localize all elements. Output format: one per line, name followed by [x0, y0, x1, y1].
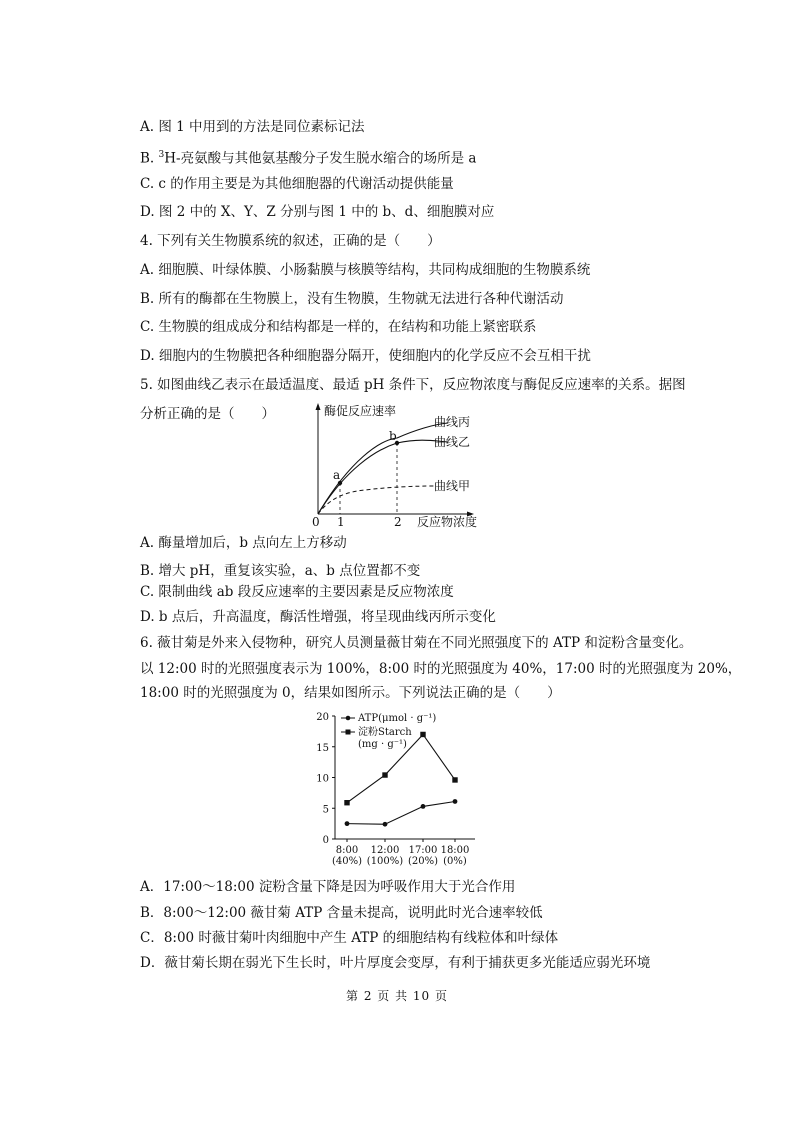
- q4-option-d: D. 细胞内的生物膜把各种细胞器分隔开，使细胞内的化学反应不会互相干扰: [140, 348, 591, 364]
- y-axis-arrow: [316, 403, 321, 410]
- q3-option-b-prefix: B.: [140, 150, 159, 167]
- atp-point: [421, 804, 426, 809]
- q5-option-c: C. 限制曲线 ab 段反应速率的主要因素是反应物浓度: [140, 584, 454, 600]
- q5-stem-line2: 分析正确的是（ ）: [140, 406, 275, 422]
- q4-option-a: A. 细胞膜、叶绿体膜、小肠黏膜与核膜等结构，共同构成细胞的生物膜系统: [140, 262, 591, 278]
- q6-stem-line1: 6. 薇甘菊是外来入侵物种，研究人员测量薇甘菊在不同光照强度下的 ATP 和淀粉含量变化。: [140, 635, 693, 651]
- y-tick-label: 15: [316, 742, 329, 754]
- q6-option-c: C．8:00 时薇甘菊叶肉细胞中产生 ATP 的细胞结构有线粒体和叶绿体: [140, 930, 559, 946]
- x-tick-label: 12:00: [370, 845, 400, 856]
- point-a-label: a: [333, 468, 341, 482]
- q6-option-a: A．17:00～18:00 淀粉含量下降是因为呼吸作用大于光合作用: [140, 879, 516, 895]
- starch-point: [420, 732, 425, 737]
- q4-stem: 4. 下列有关生物膜系统的叙述，正确的是（ ）: [140, 233, 441, 249]
- x-axis-label: 反应物浓度: [417, 515, 478, 529]
- curve-jia-label: 曲线甲: [434, 479, 471, 493]
- x-tick-label: 18:00: [440, 845, 470, 856]
- q5-option-b: B. 增大 pH，重复该实验，a、b 点位置都不变: [140, 563, 421, 579]
- series-atp-line: [347, 801, 455, 824]
- x-tick-1: 1: [337, 515, 345, 529]
- legend-starch-label: 淀粉Starch: [358, 727, 412, 738]
- page-footer: 第 2 页 共 10 页: [346, 989, 448, 1003]
- origin-label: 0: [312, 515, 320, 529]
- legend-atp-marker: [346, 716, 351, 721]
- atp-point: [345, 821, 350, 826]
- q6-stem-line2: 以 12:00 时的光照强度表示为 100%，8:00 时的光照强度为 40%，17:00 时的光照强度为 20%，: [140, 661, 742, 677]
- q3-option-d: D. 图 2 中的 X、Y、Z 分别与图 1 中的 b、d、细胞膜对应: [140, 204, 495, 220]
- q4-option-b: B. 所有的酶都在生物膜上，没有生物膜，生物就无法进行各种代谢活动: [140, 291, 564, 307]
- starch-point: [382, 772, 387, 777]
- q3-option-a: A. 图 1 中用到的方法是同位素标记法: [140, 119, 365, 135]
- x-tick-sublabel: (20%): [407, 856, 439, 866]
- q5-stem-line1: 5. 如图曲线乙表示在最适温度、最适 pH 条件下，反应物浓度与酶促反应速率的关系。据图: [140, 377, 686, 393]
- curve-jia: [318, 486, 435, 514]
- q4-option-c: C. 生物膜的组成成分和结构都是一样的，在结构和功能上紧密联系: [140, 319, 537, 335]
- y-axis-label: 酶促反应速率: [324, 404, 397, 418]
- y-tick-label: 20: [316, 712, 329, 723]
- atp-point: [383, 822, 388, 827]
- q6-stem-line3: 18:00 时的光照强度为 0，结果如图所示。下列说法正确的是（ ）: [140, 685, 561, 701]
- legend-starch-marker: [346, 730, 351, 735]
- q6-option-d: D．薇甘菊长期在弱光下生长时，叶片厚度会变厚，有利于捕获更多光能适应弱光环境: [140, 955, 651, 971]
- y-tick-label: 0: [322, 835, 329, 846]
- point-b-label: b: [389, 429, 397, 443]
- x-tick-label: 17:00: [408, 845, 438, 856]
- atp-point: [453, 799, 458, 804]
- enzyme-rate-chart: [300, 400, 500, 530]
- q6-option-b: B．8:00～12:00 薇甘菊 ATP 含量未提高，说明此时光合速率较低: [140, 905, 543, 921]
- q3-option-b: [140, 146, 476, 168]
- atp-starch-chart: [305, 706, 485, 866]
- q3-option-c: C. c 的作用主要是为其他细胞器的代谢活动提供能量: [140, 176, 454, 192]
- curve-yi-label: 曲线乙: [434, 435, 471, 449]
- legend-atp-label: ATP(μmol · g⁻¹): [358, 713, 437, 724]
- x-tick-sublabel: (100%): [366, 856, 404, 866]
- legend-starch-unit: (mg · g⁻¹): [358, 739, 407, 750]
- q3-option-b-superscript: 3: [158, 150, 165, 160]
- x-tick-sublabel: (0%): [443, 856, 467, 866]
- curve-bing-label: 曲线丙: [434, 415, 471, 429]
- q3-option-b-text: H-亮氨酸与其他氨基酸分子发生脱水缩合的场所是 a: [164, 150, 477, 167]
- q5-option-a: A. 酶量增加后，b 点向左上方移动: [140, 535, 347, 551]
- x-tick-label: 8:00: [335, 845, 359, 856]
- x-tick-2: 2: [394, 515, 402, 529]
- starch-point: [344, 800, 349, 805]
- q5-option-d: D. b 点后，升高温度，酶活性增强，将呈现曲线丙所示变化: [140, 609, 496, 625]
- y-tick-label: 10: [316, 773, 329, 785]
- starch-point: [452, 777, 457, 782]
- y-tick-label: 5: [322, 804, 329, 816]
- x-tick-sublabel: (40%): [331, 856, 363, 866]
